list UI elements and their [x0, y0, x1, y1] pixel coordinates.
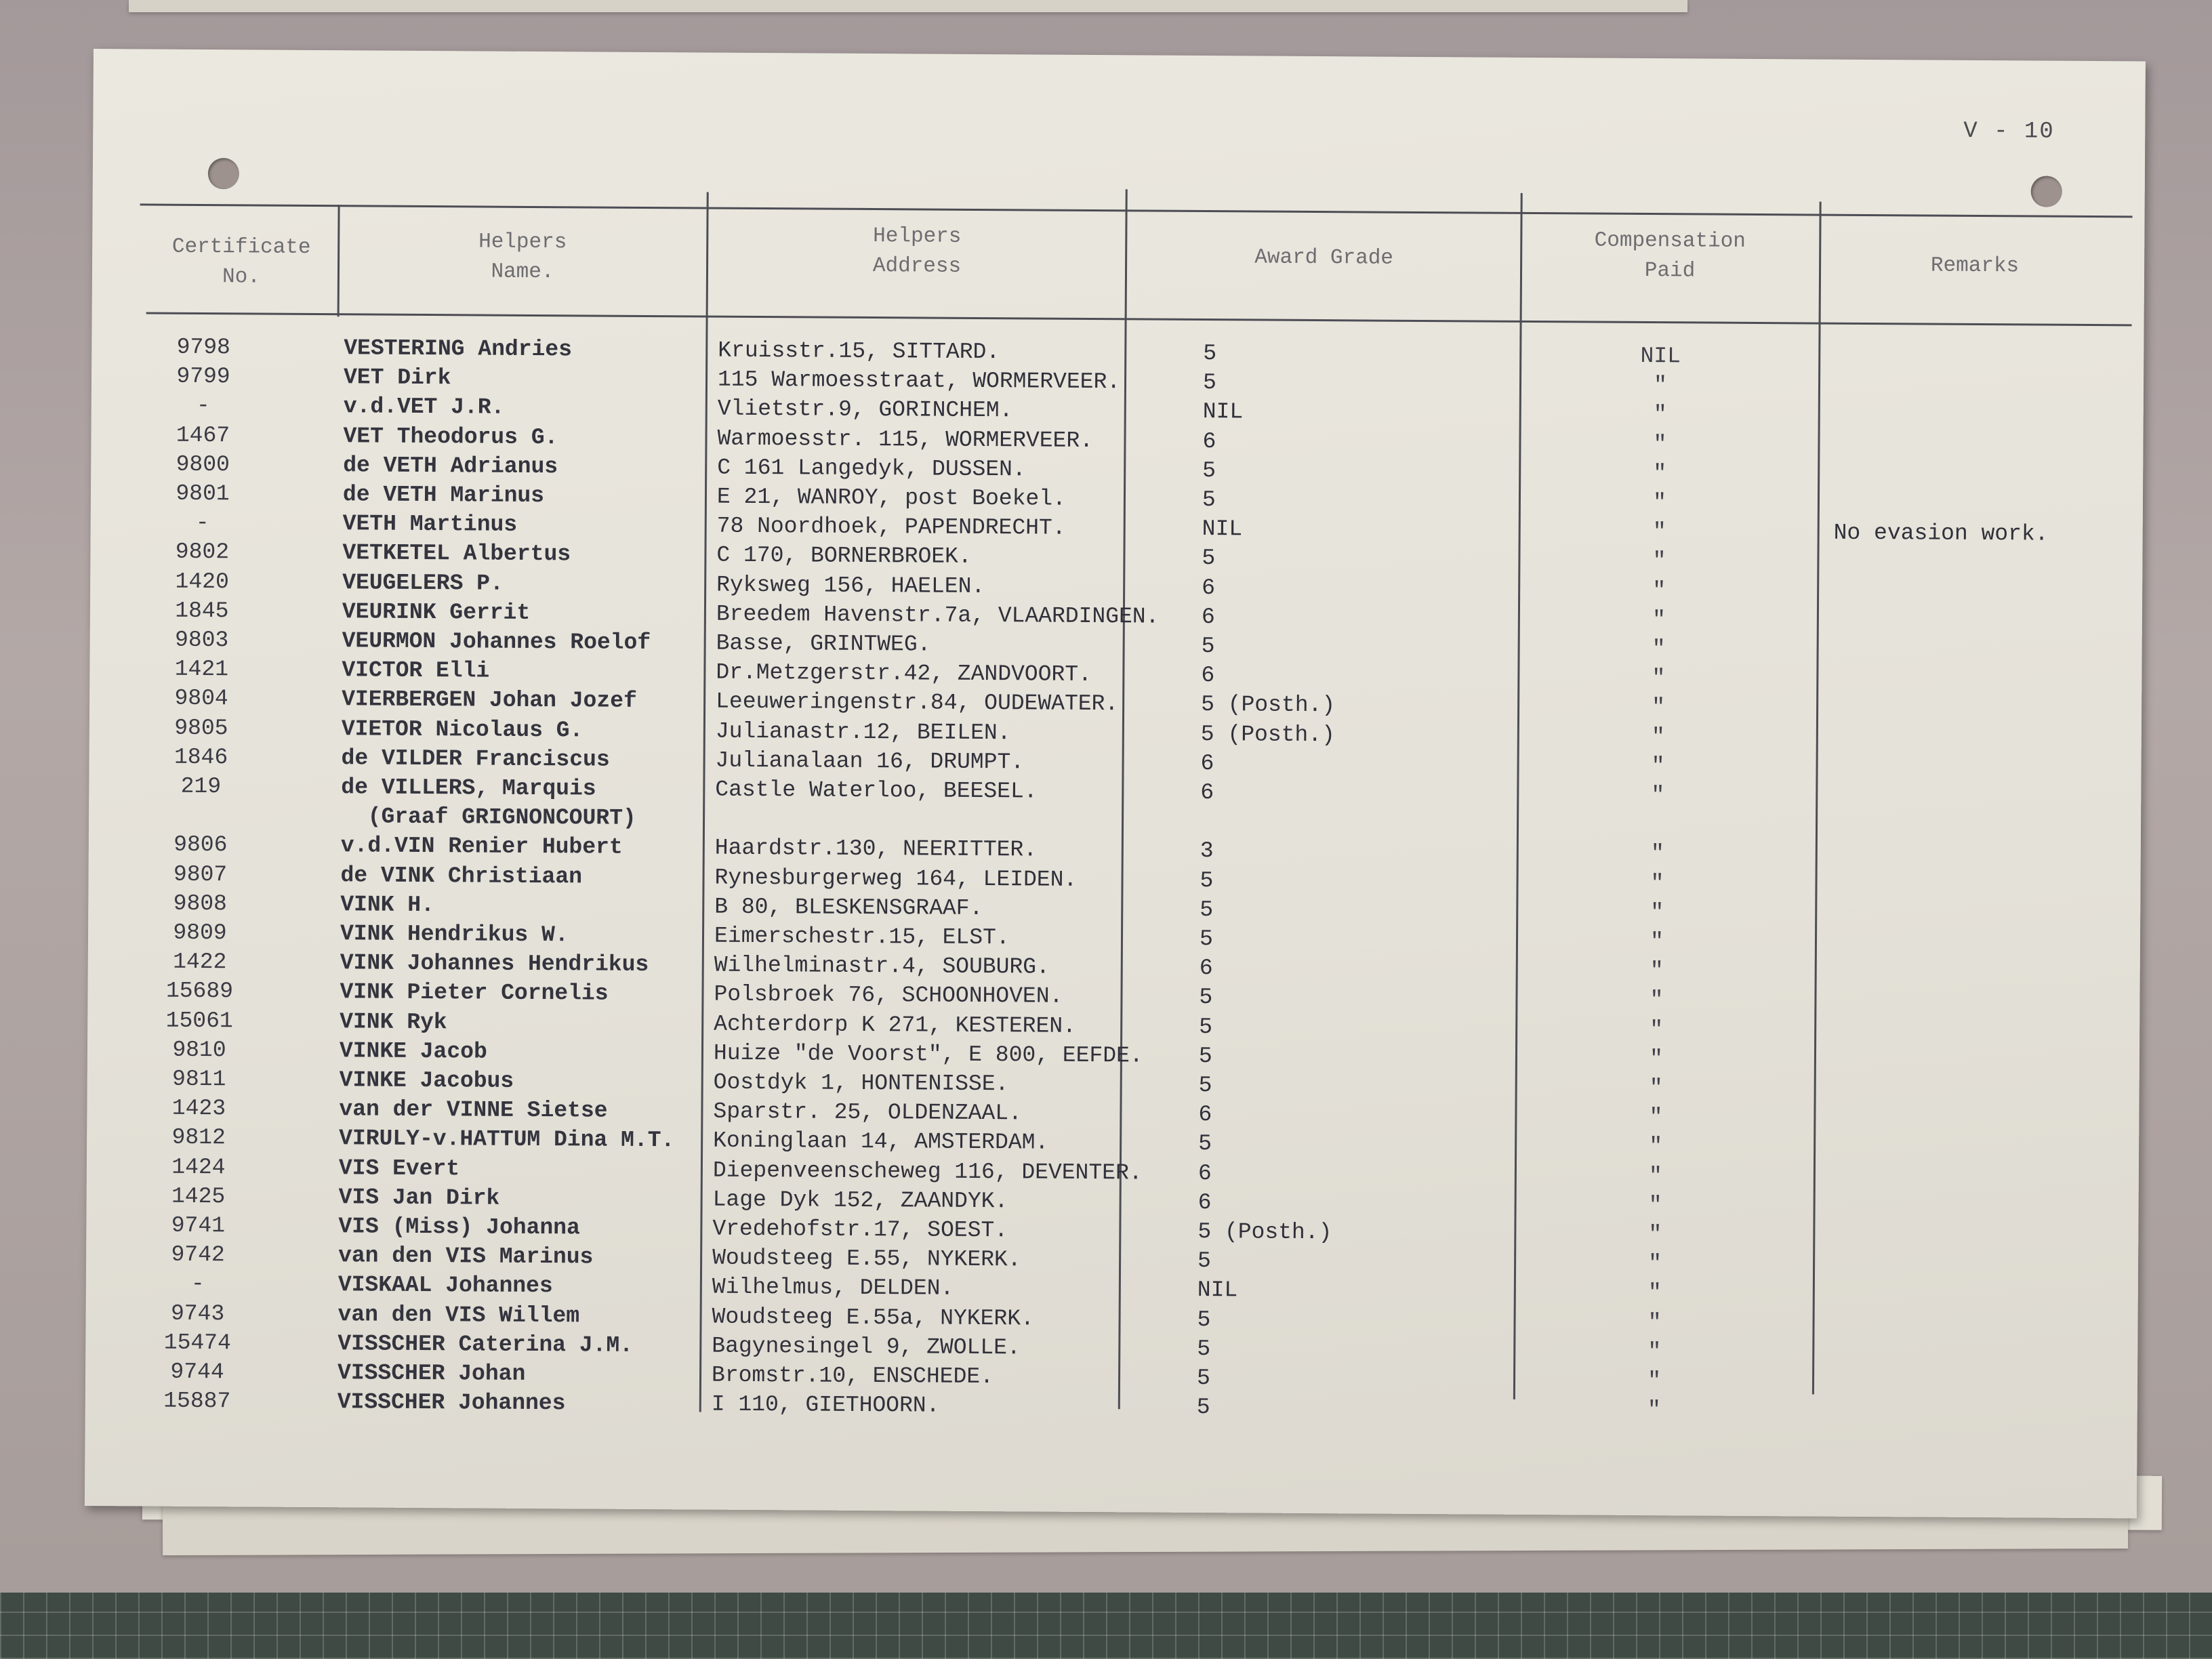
compensation-paid: " — [1651, 753, 1665, 779]
helper-name: de VETH Marinus — [342, 482, 545, 509]
compensation-paid: NIL — [1640, 343, 1681, 369]
compensation-paid: " — [1649, 1134, 1663, 1160]
helper-name: VISSCHER Johan — [337, 1360, 526, 1387]
compensation-paid: " — [1651, 783, 1665, 808]
helper-address: Diepenveenscheweg 116, DEVENTER. — [712, 1158, 1143, 1186]
helper-name: VET Dirk — [343, 365, 451, 391]
helper-address: Bromstr.10, ENSCHEDE. — [711, 1362, 994, 1390]
helper-address: Breedem Havenstr.7a, VLAARDINGEN. — [716, 601, 1160, 630]
award-grade: NIL — [1202, 516, 1243, 542]
helper-address: B 80, BLESKENSGRAAF. — [714, 894, 983, 921]
award-grade: 5 — [1202, 546, 1216, 571]
certificate-number: 1423 — [171, 1095, 226, 1122]
certificate-number: 15061 — [165, 1008, 233, 1033]
compensation-paid: " — [1652, 519, 1666, 545]
award-grade: 3 — [1200, 838, 1214, 864]
helper-name: VET Theodorus G. — [343, 423, 558, 450]
helper-name: VINK Hendrikus W. — [340, 921, 569, 948]
award-grade: 6 — [1197, 1189, 1212, 1215]
header-award-grade: Award Grade — [1254, 245, 1394, 270]
header-certificate-no: Certificate No. — [171, 234, 311, 289]
helper-address: Basse, GRINTWEG. — [716, 630, 931, 657]
certificate-number: 219 — [180, 773, 222, 800]
page-reference: V - 10 — [1963, 118, 2055, 145]
helper-address: 115 Warmoesstraat, WORMERVEER. — [717, 367, 1121, 395]
award-grade: 6 — [1201, 663, 1215, 689]
helper-address: 78 Noordhoek, PAPENDRECHT. — [716, 513, 1066, 541]
compensation-paid: " — [1647, 1309, 1662, 1335]
compensation-paid: " — [1650, 958, 1664, 984]
certificate-number: 15474 — [163, 1330, 231, 1356]
helper-name: de VILDER Franciscus — [341, 745, 610, 773]
certificate-number: - — [190, 1271, 205, 1297]
helper-name: VIS Evert — [338, 1155, 460, 1181]
helper-name: VISKAAL Johannes — [337, 1272, 553, 1299]
award-grade: NIL — [1202, 399, 1244, 425]
helper-address: Wilhelmus, DELDEN. — [712, 1275, 954, 1302]
award-grade: 5 (Posth.) — [1200, 721, 1336, 747]
helper-address: Achterdorp K 271, KESTEREN. — [714, 1011, 1077, 1039]
helper-name: de VINK Christiaan — [340, 862, 583, 890]
helper-name: de VILLERS, Marquis — [341, 775, 596, 802]
award-grade: 6 — [1201, 604, 1215, 630]
award-grade: 5 — [1200, 897, 1214, 922]
certificate-number: 1424 — [171, 1154, 226, 1180]
helper-name: de VETH Adrianus — [343, 453, 558, 479]
helper-name: VEUGELERS P. — [342, 569, 504, 596]
compensation-paid: " — [1647, 1338, 1662, 1364]
column-divider — [699, 192, 709, 1412]
compensation-paid: " — [1650, 929, 1664, 955]
column-divider — [1513, 193, 1523, 1399]
award-grade: 5 — [1203, 341, 1217, 367]
award-grade: 5 — [1200, 867, 1214, 893]
compensation-paid: " — [1650, 1017, 1664, 1042]
helper-name: van den VIS Willem — [337, 1301, 580, 1329]
helper-address: E 21, WANROY, post Boekel. — [716, 484, 1066, 512]
certificate-number: 9804 — [174, 686, 228, 712]
certificate-number: 9808 — [173, 890, 228, 917]
compensation-paid: " — [1650, 987, 1664, 1013]
compensation-paid: " — [1648, 1222, 1662, 1248]
certificate-number: 9800 — [176, 451, 230, 478]
award-grade: 5 — [1202, 370, 1216, 396]
helper-name: VIETOR Nicolaus G. — [341, 716, 583, 743]
certificate-number: 1846 — [173, 744, 228, 771]
compensation-paid: " — [1649, 1105, 1663, 1130]
compensation-paid: " — [1649, 1076, 1663, 1101]
compensation-paid: " — [1650, 870, 1664, 896]
certificate-number: 9803 — [174, 627, 229, 653]
certificate-number: - — [195, 510, 209, 536]
award-grade: 6 — [1200, 750, 1214, 776]
certificate-number: 9807 — [173, 861, 228, 887]
helper-address: Julianalaan 16, DRUMPT. — [715, 747, 1025, 775]
previous-sheet-edge — [129, 0, 1687, 12]
helper-address: Bagynesingel 9, ZWOLLE. — [712, 1333, 1021, 1361]
award-grade: 5 — [1202, 487, 1216, 513]
award-grade: 5 — [1201, 634, 1215, 659]
helper-name: VIRULY-v.HATTUM Dina M.T. — [339, 1126, 675, 1153]
certificate-number: 1467 — [176, 422, 230, 448]
document-page — [85, 49, 2146, 1518]
certificate-number: 9811 — [171, 1066, 226, 1092]
certificate-number: 1845 — [175, 598, 229, 624]
compensation-paid: " — [1648, 1192, 1662, 1218]
certificate-number: 15689 — [165, 979, 234, 1004]
helper-address: Koninglaan 14, AMSTERDAM. — [713, 1128, 1049, 1156]
award-grade: 6 — [1197, 1160, 1212, 1186]
helper-name: VEURINK Gerrit — [342, 599, 531, 626]
helper-name: VIERBERGEN Johan Jozef — [342, 687, 637, 714]
certificate-number: 9810 — [172, 1037, 226, 1063]
header-compensation-paid: Compensation Paid — [1594, 228, 1746, 283]
compensation-paid: " — [1653, 460, 1667, 486]
punch-hole — [208, 158, 239, 189]
certificate-number: 9741 — [171, 1212, 226, 1239]
compensation-paid: " — [1652, 490, 1666, 516]
helper-name: (Graaf GRIGNONCOURT) — [340, 804, 636, 832]
award-grade: 5 — [1198, 1072, 1212, 1099]
header-bottom-rule — [146, 312, 2132, 326]
award-grade: 5 — [1196, 1365, 1210, 1391]
helper-address: Dr.Metzgerstr.42, ZANDVOORT. — [716, 659, 1092, 688]
helper-name: VESTERING Andries — [344, 335, 573, 363]
helper-name: van den VIS Marinus — [338, 1243, 594, 1270]
compensation-paid: " — [1652, 665, 1666, 691]
helper-address: Vredehofstr.17, SOEST. — [712, 1216, 1008, 1244]
helper-address: Castle Waterloo, BEESEL. — [715, 777, 1038, 804]
compensation-paid: " — [1652, 607, 1666, 632]
helper-name: VINKE Jacobus — [339, 1067, 514, 1094]
compensation-paid: " — [1647, 1397, 1661, 1423]
header-helpers-address: Helpers Address — [872, 224, 962, 279]
award-grade: 5 (Posth.) — [1201, 692, 1336, 718]
award-grade: 5 — [1198, 1131, 1212, 1157]
column-divider — [337, 205, 340, 316]
certificate-number: 9799 — [176, 363, 230, 390]
helper-name: van der VINNE Sietse — [339, 1097, 608, 1124]
helper-address: Oostdyk 1, HONTENISSE. — [713, 1069, 1009, 1097]
compensation-paid: " — [1648, 1163, 1662, 1189]
compensation-paid: " — [1648, 1251, 1662, 1277]
helper-address: Lage Dyk 152, ZAANDYK. — [712, 1187, 1008, 1214]
helper-address: Wilhelminastr.4, SOUBURG. — [714, 952, 1050, 980]
certificate-number: 1425 — [171, 1183, 226, 1210]
certificate-number: 9743 — [170, 1300, 225, 1326]
award-grade: 5 — [1197, 1307, 1211, 1332]
compensation-paid: " — [1652, 577, 1666, 603]
helper-name: VINK Johannes Hendrikus — [340, 950, 649, 978]
column-divider — [1812, 202, 1822, 1395]
helper-address: Eimerschestr.15, ELST. — [714, 923, 1010, 951]
helper-name: v.d.VIN Renier Hubert — [340, 833, 623, 861]
certificate-number: 9801 — [176, 480, 230, 507]
award-grade: 5 — [1202, 457, 1216, 483]
helper-address: Leeuweringenstr.84, OUDEWATER. — [716, 689, 1119, 717]
certificate-number: 1422 — [173, 949, 227, 975]
helper-name: VICTOR Elli — [342, 657, 490, 684]
award-grade: 5 — [1198, 1043, 1212, 1069]
helper-name: VETH Martinus — [342, 511, 518, 538]
certificate-number: 1421 — [174, 656, 229, 682]
award-grade: 5 — [1196, 1395, 1210, 1420]
award-grade: 5 — [1199, 1014, 1213, 1040]
compensation-paid: " — [1650, 899, 1664, 925]
helper-name: VISSCHER Caterina J.M. — [337, 1331, 634, 1358]
award-grade: 6 — [1199, 956, 1213, 981]
helper-address: Polsbroek 76, SCHOONHOVEN. — [714, 982, 1063, 1010]
helper-name: VINKE Jacob — [339, 1038, 487, 1065]
helper-address: C 161 Langedyk, DUSSEN. — [717, 455, 1026, 483]
helper-address: Vlietstr.9, GORINCHEM. — [717, 396, 1013, 424]
remarks-text: No evasion work. — [1833, 520, 2049, 547]
helper-name: VEURMON Johannes Roelof — [342, 628, 651, 656]
compensation-paid: " — [1653, 373, 1668, 398]
helper-address: Woudsteeg E.55, NYKERK. — [712, 1245, 1021, 1273]
helper-name: v.d.VET J.R. — [343, 394, 505, 421]
award-grade: 5 — [1197, 1248, 1212, 1274]
helper-name: VIS Jan Dirk — [338, 1185, 500, 1211]
award-grade: 6 — [1202, 575, 1216, 600]
certificate-number: 9744 — [170, 1359, 224, 1385]
award-grade: 6 — [1198, 1102, 1212, 1128]
certificate-number: 9806 — [173, 832, 228, 858]
compensation-paid: " — [1647, 1280, 1662, 1306]
helper-address: I 110, GIETHOORN. — [711, 1391, 940, 1418]
compensation-paid: " — [1649, 1046, 1663, 1071]
helper-name: VIS (Miss) Johanna — [338, 1214, 580, 1241]
helper-address: Huize "de Voorst", E 800, EEFDE. — [713, 1040, 1143, 1069]
certificate-number: 1420 — [175, 569, 229, 594]
helper-address: Sparstr. 25, OLDENZAAL. — [713, 1099, 1023, 1126]
helper-address: Rynesburgerweg 164, LEIDEN. — [714, 865, 1078, 893]
certificate-number: 15887 — [163, 1388, 231, 1414]
helper-address: Ryksweg 156, HAELEN. — [716, 572, 985, 599]
helper-address: Haardstr.130, NEERITTER. — [714, 836, 1038, 863]
helper-address: Kruisstr.15, SITTARD. — [718, 337, 1000, 365]
helper-address: C 170, BORNERBROEK. — [716, 543, 972, 570]
certificate-number: - — [196, 393, 210, 419]
header-helpers-name: Helpers Name. — [478, 230, 567, 285]
certificate-number: 9742 — [171, 1242, 225, 1268]
award-grade: 5 — [1197, 1336, 1211, 1361]
award-grade: NIL — [1197, 1277, 1238, 1303]
compensation-paid: " — [1652, 548, 1666, 574]
compensation-paid: " — [1652, 695, 1666, 720]
compensation-paid: " — [1647, 1368, 1662, 1394]
compensation-paid: " — [1650, 841, 1664, 867]
punch-hole — [2031, 176, 2062, 207]
award-grade: 5 — [1199, 985, 1213, 1010]
helper-address: Warmoesstr. 115, WORMERVEER. — [717, 426, 1094, 453]
compensation-paid: " — [1653, 402, 1667, 428]
certificate-number: 9802 — [175, 539, 230, 565]
helper-name: VINK Ryk — [340, 1008, 447, 1035]
header-remarks: Remarks — [1930, 253, 2020, 279]
award-grade: 6 — [1202, 428, 1216, 454]
award-grade: 5 — [1199, 926, 1213, 952]
helper-name: VINK Pieter Cornelis — [340, 979, 609, 1007]
helper-address: Woudsteeg E.55a, NYKERK. — [712, 1304, 1034, 1332]
certificate-number: 9798 — [176, 334, 231, 361]
helper-name: VETKETEL Albertus — [342, 540, 571, 567]
cutting-mat — [0, 1593, 2212, 1659]
award-grade: 5 (Posth.) — [1197, 1218, 1332, 1246]
helper-name: VINK H. — [340, 892, 435, 918]
certificate-number: 9809 — [173, 920, 227, 946]
certificate-number: 9805 — [174, 715, 228, 741]
compensation-paid: " — [1653, 431, 1667, 457]
compensation-paid: " — [1651, 724, 1665, 750]
helper-address: Julianastr.12, BEILEN. — [715, 718, 1011, 745]
helper-name: VISSCHER Johannes — [337, 1389, 566, 1416]
header-top-rule — [140, 203, 2133, 218]
award-grade: 6 — [1200, 779, 1214, 806]
compensation-paid: " — [1652, 636, 1666, 662]
certificate-number: 9812 — [171, 1125, 226, 1151]
